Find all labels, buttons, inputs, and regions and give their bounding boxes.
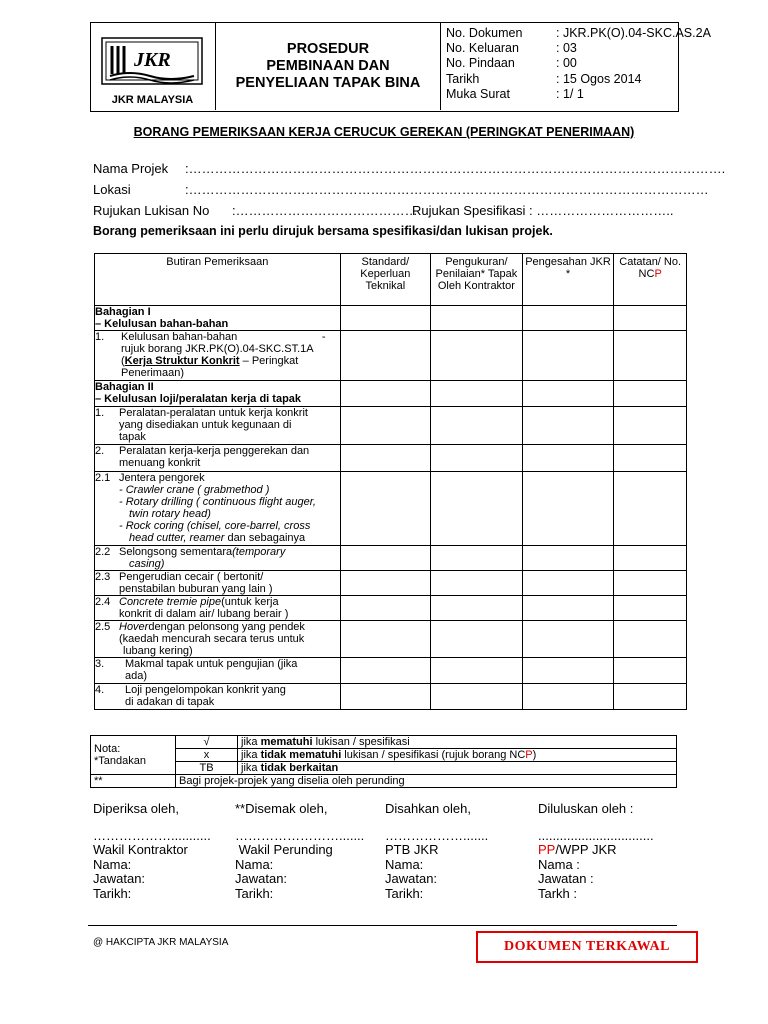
meta-value: : 03 xyxy=(556,41,577,56)
legend-text: jika xyxy=(241,736,261,748)
cell-pengesahan[interactable] xyxy=(522,658,614,684)
legend-text-red: P xyxy=(525,749,533,761)
cell-catatan[interactable] xyxy=(614,445,687,472)
meta-value: : 15 Ogos 2014 xyxy=(556,71,642,86)
sig-tarikh[interactable]: Tarikh: xyxy=(235,885,274,901)
legend-row xyxy=(91,762,677,775)
item-number: 3. xyxy=(95,658,105,670)
field-rujukan-spesifikasi[interactable]: Rujukan Spesifikasi : ………………………….. xyxy=(412,203,674,218)
row-description xyxy=(95,684,341,710)
cell-standard[interactable] xyxy=(340,407,430,445)
sig-line[interactable]: ……………………....... xyxy=(235,827,365,843)
cell-catatan[interactable] xyxy=(614,306,687,331)
cell-catatan[interactable] xyxy=(614,596,687,621)
row-description xyxy=(95,445,341,472)
table-row xyxy=(95,546,687,571)
sig-heading: **Disemak oleh, xyxy=(235,801,328,816)
table-row xyxy=(95,684,687,710)
field-lokasi[interactable]: :………………………………………………………………………………………………………… xyxy=(185,182,709,197)
item-number: 2. xyxy=(95,445,105,457)
sig-line[interactable]: ………………........... xyxy=(93,827,211,843)
item-line xyxy=(95,546,340,558)
item-text: (temporary xyxy=(232,546,286,558)
cell-catatan[interactable] xyxy=(614,684,687,710)
cell-standard[interactable] xyxy=(340,445,430,472)
cell-pengesahan[interactable] xyxy=(522,445,614,472)
item-text: Hover xyxy=(119,621,149,633)
sig-nama[interactable]: Nama : xyxy=(538,856,580,872)
section-subtitle: – Kelulusan bahan-bahan xyxy=(95,318,229,330)
legend-symbol: √ xyxy=(176,736,238,749)
inspection-table xyxy=(94,253,687,710)
table-row xyxy=(95,596,687,621)
document-meta xyxy=(446,26,711,102)
legend-text-bold: mematuhi xyxy=(260,736,313,748)
sig-role: Wakil Kontraktor xyxy=(93,842,188,857)
cell-standard[interactable] xyxy=(340,621,430,658)
cell-pengukuran[interactable] xyxy=(431,684,523,710)
row-description xyxy=(95,571,341,596)
item-text: Peralatan kerja-kerja penggerekan dan xyxy=(119,445,310,457)
title-line-2: PEMBINAAN DAN xyxy=(266,57,390,74)
item-text: - Rotary drilling ( continuous flight auger, xyxy=(119,496,316,508)
svg-text:JKR: JKR xyxy=(134,49,171,71)
cell-pengukuran[interactable] xyxy=(431,445,523,472)
meta-row xyxy=(446,72,711,87)
legend-text-bold: tidak mematuhi xyxy=(260,749,342,761)
sig-heading: Diluluskan oleh : xyxy=(538,801,634,816)
meta-key: Tarikh xyxy=(446,71,480,86)
item-text: ada) xyxy=(125,670,148,682)
sig-jawatan[interactable]: Jawatan: xyxy=(385,871,438,886)
item-text: Pengerudian cecair ( bertonit/ xyxy=(119,571,264,583)
item-line xyxy=(95,596,340,608)
cell-pengukuran[interactable] xyxy=(431,658,523,684)
legend-desc xyxy=(238,762,677,775)
table-row xyxy=(95,472,687,546)
sig-heading: Disahkan oleh, xyxy=(385,801,471,816)
item-text: menuang konkrit xyxy=(119,457,201,469)
row-description xyxy=(95,407,341,445)
sig-tarikh[interactable]: Tarikh: xyxy=(93,885,132,901)
section-heading xyxy=(95,306,341,331)
item-number: 2.3 xyxy=(95,571,111,583)
table-row xyxy=(95,331,687,381)
field-label-nama-projek: Nama Projek xyxy=(93,161,169,176)
cell-pengukuran[interactable] xyxy=(431,407,523,445)
legend-symbol: TB xyxy=(176,762,238,775)
sig-tarikh[interactable]: Tarkh : xyxy=(538,885,578,901)
legend-text: jika xyxy=(241,762,261,774)
item-line xyxy=(95,532,340,544)
item-line xyxy=(95,407,340,419)
cell-standard[interactable] xyxy=(340,381,430,407)
item-link[interactable]: Kerja Struktur Konkrit xyxy=(124,355,240,367)
cell-catatan[interactable] xyxy=(614,571,687,596)
table-row xyxy=(95,571,687,596)
col-header-butiran: Butiran Pemeriksaan xyxy=(95,254,341,306)
meta-row xyxy=(446,56,711,71)
item-number: 1. xyxy=(95,331,105,343)
col-header-pengesahan: Pengesahan JKR * xyxy=(522,254,614,306)
legend-table xyxy=(90,735,677,788)
sig-line[interactable]: ................................ xyxy=(538,827,654,843)
copyright: @ HAKCIPTA JKR MALAYSIA xyxy=(93,937,229,948)
item-text: Jentera pengorek xyxy=(119,472,205,484)
catatan-p: P xyxy=(654,268,662,280)
signature-block-ptb xyxy=(385,802,525,901)
item-text: head cutter, reamer xyxy=(129,532,225,544)
table-row xyxy=(95,306,687,331)
cell-standard[interactable] xyxy=(340,571,430,596)
sig-jawatan[interactable]: Jawatan : xyxy=(538,871,594,886)
cell-catatan[interactable] xyxy=(614,621,687,658)
cell-pengukuran[interactable] xyxy=(431,621,523,658)
item-line xyxy=(95,331,340,343)
item-text: tapak xyxy=(119,431,146,443)
cell-pengesahan[interactable] xyxy=(522,571,614,596)
meta-key: No. Keluaran xyxy=(446,41,519,56)
section-title: Bahagian I xyxy=(95,306,151,318)
signature-block-perunding xyxy=(235,802,375,901)
item-number: 4. xyxy=(95,684,105,696)
item-text: yang disediakan untuk kegunaan di xyxy=(119,419,292,431)
item-number: 2.2 xyxy=(95,546,111,558)
meta-key: No. Pindaan xyxy=(446,56,515,71)
item-text: Concrete tremie pipe xyxy=(119,596,222,608)
item-text: dan sebagainya xyxy=(224,532,306,544)
row-description xyxy=(95,331,341,381)
sig-jawatan[interactable]: Jawatan: xyxy=(93,871,146,886)
legend-nota-label: Nota: xyxy=(94,743,121,755)
sig-tarikh[interactable]: Tarikh: xyxy=(385,885,424,901)
item-text: twin rotary head) xyxy=(129,508,211,520)
cell-catatan[interactable] xyxy=(614,658,687,684)
section-title: Bahagian II xyxy=(95,381,154,393)
row-description xyxy=(95,596,341,621)
meta-value: : 00 xyxy=(556,56,577,71)
item-line xyxy=(95,355,340,367)
cell-pengukuran[interactable] xyxy=(431,546,523,571)
legend-desc xyxy=(238,749,677,762)
item-text: – Peringkat xyxy=(239,355,299,367)
sig-role: PTB JKR xyxy=(385,842,439,857)
meta-key: No. Dokumen xyxy=(446,26,523,40)
item-line xyxy=(95,571,340,583)
item-line xyxy=(95,684,340,696)
legend-text-bold: tidak berkaitan xyxy=(260,762,339,774)
legend-row xyxy=(91,749,677,762)
sig-line[interactable]: ………………....... xyxy=(385,827,489,843)
item-text: dengan pelonsong yang pendek xyxy=(148,621,305,633)
title-line-1: PROSEDUR xyxy=(286,40,370,57)
legend-text: jika xyxy=(241,749,261,761)
legend-nota xyxy=(91,736,176,775)
field-rujukan-lukisan[interactable]: :…………………………………… xyxy=(232,203,418,218)
cell-pengukuran[interactable] xyxy=(431,472,523,546)
logo-cell xyxy=(90,22,216,110)
item-line xyxy=(95,445,340,457)
sig-nama[interactable]: Nama: xyxy=(93,856,132,872)
sig-heading: Diperiksa oleh, xyxy=(93,801,179,816)
legend-star-text: Bagi projek-projek yang diselia oleh perunding xyxy=(176,775,677,788)
meta-key: Muka Surat xyxy=(446,86,510,101)
item-text: penstabilan buburan yang lain ) xyxy=(119,583,273,595)
field-label-lokasi: Lokasi xyxy=(93,182,131,197)
cell-standard[interactable] xyxy=(340,331,430,381)
item-text: Makmal tapak untuk pengujian (jika xyxy=(125,658,298,670)
meta-value: : 1/ 1 xyxy=(556,86,584,101)
item-number: 2.5 xyxy=(95,621,111,633)
row-description xyxy=(95,658,341,684)
item-text: casing) xyxy=(129,558,165,570)
item-text: konkrit di dalam air/ lubang berair ) xyxy=(119,608,289,620)
cell-pengesahan[interactable] xyxy=(522,621,614,658)
item-text: (untuk kerja xyxy=(221,596,279,608)
cell-pengukuran[interactable] xyxy=(431,381,523,407)
item-text: Penerimaan) xyxy=(121,367,184,379)
item-dash: - xyxy=(321,331,326,343)
org-name: JKR MALAYSIA xyxy=(111,94,194,106)
item-text: Selongsong sementara xyxy=(119,546,233,558)
item-text: lubang kering) xyxy=(123,645,193,657)
sig-role: Wakil Perunding xyxy=(235,842,333,857)
instruction-note: Borang pemeriksaan ini perlu dirujuk bersama spesifikasi/dan lukisan projek. xyxy=(93,224,553,238)
section-heading xyxy=(95,381,341,407)
cell-standard[interactable] xyxy=(340,658,430,684)
cell-catatan[interactable] xyxy=(614,331,687,381)
col-header-standard: Standard/ Keperluan Teknikal xyxy=(340,254,430,306)
legend-row xyxy=(91,736,677,749)
table-row xyxy=(95,407,687,445)
legend-tandakan-label: *Tandakan xyxy=(94,755,146,767)
controlled-document-stamp: DOKUMEN TERKAWAL xyxy=(476,931,698,963)
cell-pengukuran[interactable] xyxy=(431,596,523,621)
item-text: di adakan di tapak xyxy=(125,696,215,708)
catatan-text: Catatan/ No. NC xyxy=(619,256,682,280)
header-title xyxy=(216,22,441,110)
cell-pengukuran[interactable] xyxy=(431,331,523,381)
meta-row xyxy=(446,87,711,102)
row-description xyxy=(95,546,341,571)
title-line-3: PENYELIAAN TAPAK BINA xyxy=(235,74,421,91)
signature-block-kontraktor xyxy=(93,802,233,901)
cell-pengesahan[interactable] xyxy=(522,596,614,621)
cell-pengesahan[interactable] xyxy=(522,684,614,710)
cell-standard[interactable] xyxy=(340,472,430,546)
sig-role-red: PP xyxy=(538,842,556,857)
table-row xyxy=(95,621,687,658)
cell-pengesahan[interactable] xyxy=(522,381,614,407)
cell-standard[interactable] xyxy=(340,684,430,710)
col-header-pengukuran: Pengukuran/ Penilaian* Tapak Oleh Kontraktor xyxy=(431,254,523,306)
item-text: rujuk borang JKR.PK(O).04-SKC.ST.1A xyxy=(121,343,314,355)
cell-pengesahan[interactable] xyxy=(522,472,614,546)
legend-symbol: x xyxy=(176,749,238,762)
signature-block-pp xyxy=(538,802,678,901)
item-text: - Crawler crane ( grabmethod ) xyxy=(119,484,270,496)
legend-desc xyxy=(238,736,677,749)
table-header-row xyxy=(95,254,687,306)
field-nama-projek[interactable]: :……………………………………………………………………………………………………………. xyxy=(185,161,726,176)
legend-text: lukisan / spesifikasi xyxy=(312,736,410,748)
cell-pengesahan[interactable] xyxy=(522,407,614,445)
cell-standard[interactable] xyxy=(340,306,430,331)
item-text: ( xyxy=(121,355,125,367)
form-title: BORANG PEMERIKSAAN KERJA CERUCUK GEREKAN (PERINGKAT PENERIMAAN) xyxy=(133,125,635,139)
section-subtitle: – Kelulusan loji/peralatan kerja di tapak xyxy=(95,393,302,405)
cell-catatan[interactable] xyxy=(614,381,687,407)
cell-pengukuran[interactable] xyxy=(431,571,523,596)
sig-nama[interactable]: Nama: xyxy=(235,856,274,872)
footer-divider xyxy=(88,925,677,926)
field-label-rujukan-lukisan: Rujukan Lukisan No xyxy=(93,203,210,218)
sig-role-text: /WPP JKR xyxy=(555,842,617,857)
item-number: 2.4 xyxy=(95,596,111,608)
legend-text: lukisan / spesifikasi (rujuk borang NC xyxy=(341,749,526,761)
cell-standard[interactable] xyxy=(340,546,430,571)
item-text: (kaedah mencurah secara terus untuk xyxy=(119,633,305,645)
cell-catatan[interactable] xyxy=(614,472,687,546)
item-line xyxy=(95,621,340,633)
item-text: Loji pengelompokan konkrit yang xyxy=(125,684,286,696)
cell-pengukuran[interactable] xyxy=(431,306,523,331)
row-description xyxy=(95,472,341,546)
meta-row xyxy=(446,26,711,41)
item-text: Peralatan-peralatan untuk kerja konkrit xyxy=(119,407,308,419)
sig-role xyxy=(538,843,678,858)
col-header-catatan xyxy=(614,254,687,306)
cell-standard[interactable] xyxy=(340,596,430,621)
table-row xyxy=(95,445,687,472)
item-text: Kelulusan bahan-bahan xyxy=(121,331,238,343)
cell-pengesahan[interactable] xyxy=(522,546,614,571)
row-description xyxy=(95,621,341,658)
cell-catatan[interactable] xyxy=(614,546,687,571)
item-number: 2.1 xyxy=(95,472,111,484)
cell-pengesahan[interactable] xyxy=(522,331,614,381)
sig-jawatan[interactable]: Jawatan: xyxy=(235,871,288,886)
legend-text: ) xyxy=(532,749,537,761)
meta-row xyxy=(446,41,711,56)
legend-row xyxy=(91,775,677,788)
item-number: 1. xyxy=(95,407,105,419)
cell-pengesahan[interactable] xyxy=(522,306,614,331)
meta-value: : JKR.PK(O).04-SKC.AS.2A xyxy=(556,26,711,40)
sig-nama[interactable]: Nama: xyxy=(385,856,424,872)
legend-star: ** xyxy=(91,775,176,788)
item-line xyxy=(95,472,340,484)
item-text: - Rock coring (chisel, core-barrel, cross xyxy=(119,520,311,532)
table-row xyxy=(95,381,687,407)
item-line xyxy=(95,658,340,670)
cell-catatan[interactable] xyxy=(614,407,687,445)
table-row xyxy=(95,658,687,684)
